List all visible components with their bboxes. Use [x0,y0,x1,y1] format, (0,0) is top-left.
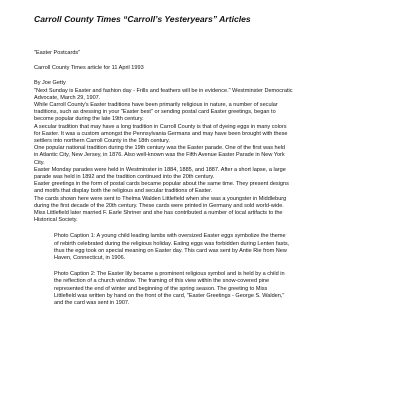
caption-line: Littlefield was written by hand on the front of the card, "Easter Greetings - George S. Walden," [54,292,285,299]
body-line: While Carroll County's Easter traditions have been primarily religious in nature, a number of secular [34,102,278,109]
body-line: Easter greetings in the form of postal cards became popular about the same time. They present designs [34,181,289,188]
caption-line: the reflection of a church window. The framing of this view within the snow-covered pine [54,278,270,285]
photo-caption-2 [34,271,370,307]
caption-line: represented the end of winter and beginning of the spring season. The greeting to Miss [54,285,268,292]
body-line: traditions, such as dressing in your "Easter best" or sending postal card Easter greetings, began to [34,109,276,116]
body-line: The cards shown here were sent to Thelma Walden Littlefield when she was a youngster in Middleburg [34,195,287,202]
article-title: "Easter Postcards" [34,50,81,56]
body-line: A secular tradition that may have a long tradition in Carroll County is that of dyeing eggs in many colors [34,123,287,130]
body-line: settlers into northern Carroll County in the 18th century. [34,138,170,145]
body-line: Easter Monday parades were held in Westminster in 1884, 1885, and 1887. After a short lapse, a large [34,166,286,173]
body-line: and motifs that display both the religious and secular traditions of Easter. [34,188,213,195]
spacer [34,57,370,65]
body-line: parade was held in 1892 and the tradition continued into the 20th century. [34,174,215,181]
body-line: City. [34,159,45,166]
caption-line: Photo Caption 2: The Easter lily became a prominent religious symbol and is held by a child in [54,271,285,278]
caption-line: Haven, Connecticut, in 1906. [54,255,126,262]
document-title: Carroll County Times “Carroll’s Yesteryears” Articles [34,14,251,24]
body-line: become popular during the late 19th century. [34,116,144,123]
caption-line: thus the egg took on special meaning on Easter day. This card was sent by Antie Rie from New [54,247,287,254]
body-line: One popular national tradition during the 19th century was the Easter parade. One of the first was held [34,145,285,152]
byline: By Joe Getty [34,80,66,87]
caption-line: and the card was sent in 1907. [54,300,130,307]
body-line: "Next Sunday is Easter and fashion day - Frills and feathers will be in evidence." Westminster Democratic [34,87,293,94]
photo-caption-1 [34,233,370,262]
body-line: Historical Society. [34,217,78,224]
body-line: Advocate, March 29, 1907. [34,94,101,101]
caption-line: Photo Caption 1: A young child leading lambs with oversized Easter eggs symbolize the theme [54,233,286,240]
caption-line: of rebirth celebrated during the religious holiday. Eating eggs was forbidden during Lenten fasts, [54,240,290,247]
article-body [34,88,370,225]
body-line: for Easter. It was a custom amongst the Pennsylvania Germans and may have been brought with these [34,130,288,137]
article-source: Carroll County Times article for 11 April 1993 [34,65,144,72]
body-line: in Atlantic City, New Jersey, in 1876. Also well-known was the Fifth Avenue Easter Parade in New York [34,152,285,159]
spacer [34,72,370,80]
body-line: during the first decade of the 20th century. These cards were printed in Germany and sold world-wide. [34,202,284,209]
body-line: Miss Littlefield later married F. Earle Shriner and she has contributed a number of local artifacts to the [34,210,283,217]
